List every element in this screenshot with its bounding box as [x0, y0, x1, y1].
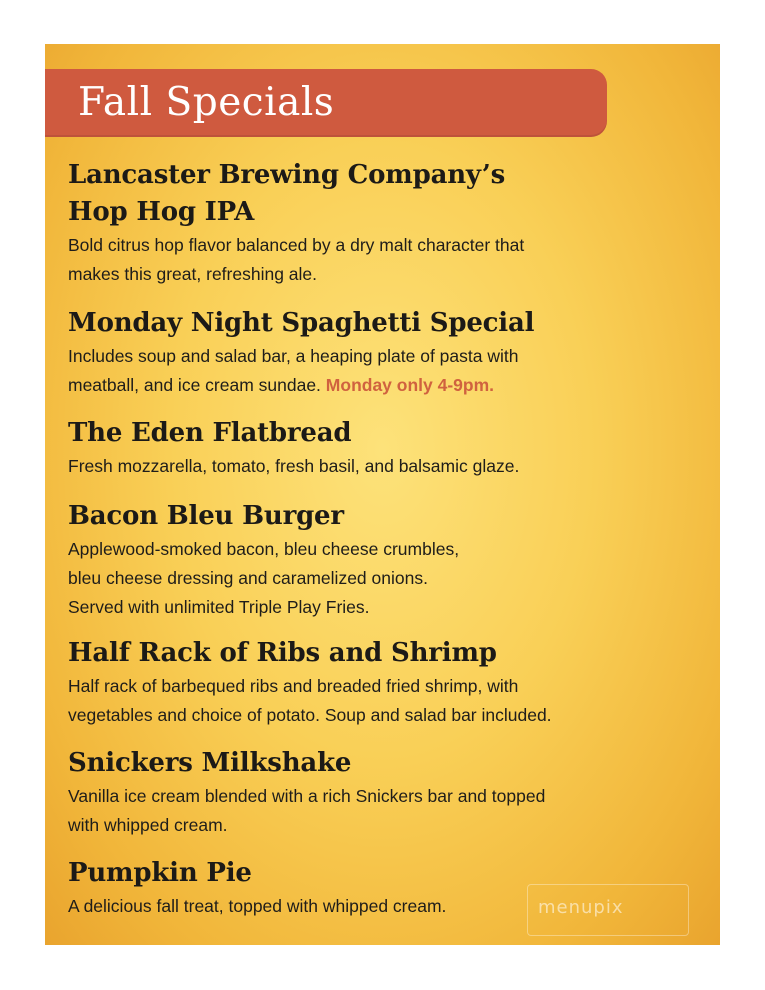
item-title-line: Lancaster Brewing Company’s	[68, 160, 506, 190]
menu-item-eden-flatbread	[68, 415, 668, 481]
item-desc-line: Bold citrus hop flavor balanced by a dry malt character that	[68, 235, 525, 255]
item-description	[68, 535, 668, 622]
item-desc-text: meatball, and ice cream sundae.	[68, 375, 326, 395]
menu-item-ribs-and-shrimp	[68, 635, 668, 730]
item-desc-line: bleu cheese dressing and caramelized onions.	[68, 568, 428, 588]
item-desc-line: makes this great, refreshing ale.	[68, 264, 318, 284]
item-title	[68, 157, 668, 231]
item-desc-line: Includes soup and salad bar, a heaping plate of pasta with	[68, 346, 519, 366]
item-desc-line: Vanilla ice cream blended with a rich Snickers bar and topped	[68, 786, 546, 806]
item-desc-line	[68, 371, 668, 400]
item-title-line: Half Rack of Ribs and Shrimp	[68, 638, 497, 668]
item-title	[68, 635, 668, 672]
item-highlight: Monday only 4-9pm.	[325, 375, 495, 395]
watermark-logo	[527, 884, 689, 936]
item-title-line: Monday Night Spaghetti Special	[68, 308, 535, 338]
item-description	[68, 231, 668, 289]
item-desc-line: A delicious fall treat, topped with whipped cream.	[68, 896, 447, 916]
menu-sheet	[45, 44, 720, 945]
item-title-line: Bacon Bleu Burger	[68, 501, 344, 531]
item-title-line: The Eden Flatbread	[68, 418, 352, 448]
menu-item-spaghetti-special	[68, 305, 668, 400]
item-title	[68, 415, 668, 452]
item-desc-line: Served with unlimited Triple Play Fries.	[68, 597, 370, 617]
item-description	[68, 342, 668, 400]
item-desc-line: Applewood-smoked bacon, bleu cheese crumbles,	[68, 539, 460, 559]
menu-item-snickers-milkshake	[68, 745, 668, 840]
item-title	[68, 745, 668, 782]
item-description	[68, 672, 668, 730]
menu-item-bacon-bleu-burger	[68, 498, 668, 622]
item-title	[68, 498, 668, 535]
item-desc-line: vegetables and choice of potato. Soup and salad bar included.	[68, 705, 552, 725]
page-title: Fall Specials	[78, 80, 335, 125]
item-desc-line: Half rack of barbequed ribs and breaded fried shrimp, with	[68, 676, 519, 696]
menu-item-hop-hog-ipa	[68, 157, 668, 289]
item-title	[68, 305, 668, 342]
item-description	[68, 452, 668, 481]
item-description	[68, 782, 668, 840]
header-banner	[45, 69, 607, 137]
watermark-text: menupix	[538, 897, 624, 918]
item-desc-line: with whipped cream.	[68, 815, 228, 835]
item-desc-line: Fresh mozzarella, tomato, fresh basil, and balsamic glaze.	[68, 456, 520, 476]
item-title-line: Snickers Milkshake	[68, 748, 352, 778]
item-title-line: Hop Hog IPA	[68, 197, 255, 227]
item-title-line: Pumpkin Pie	[68, 858, 252, 888]
